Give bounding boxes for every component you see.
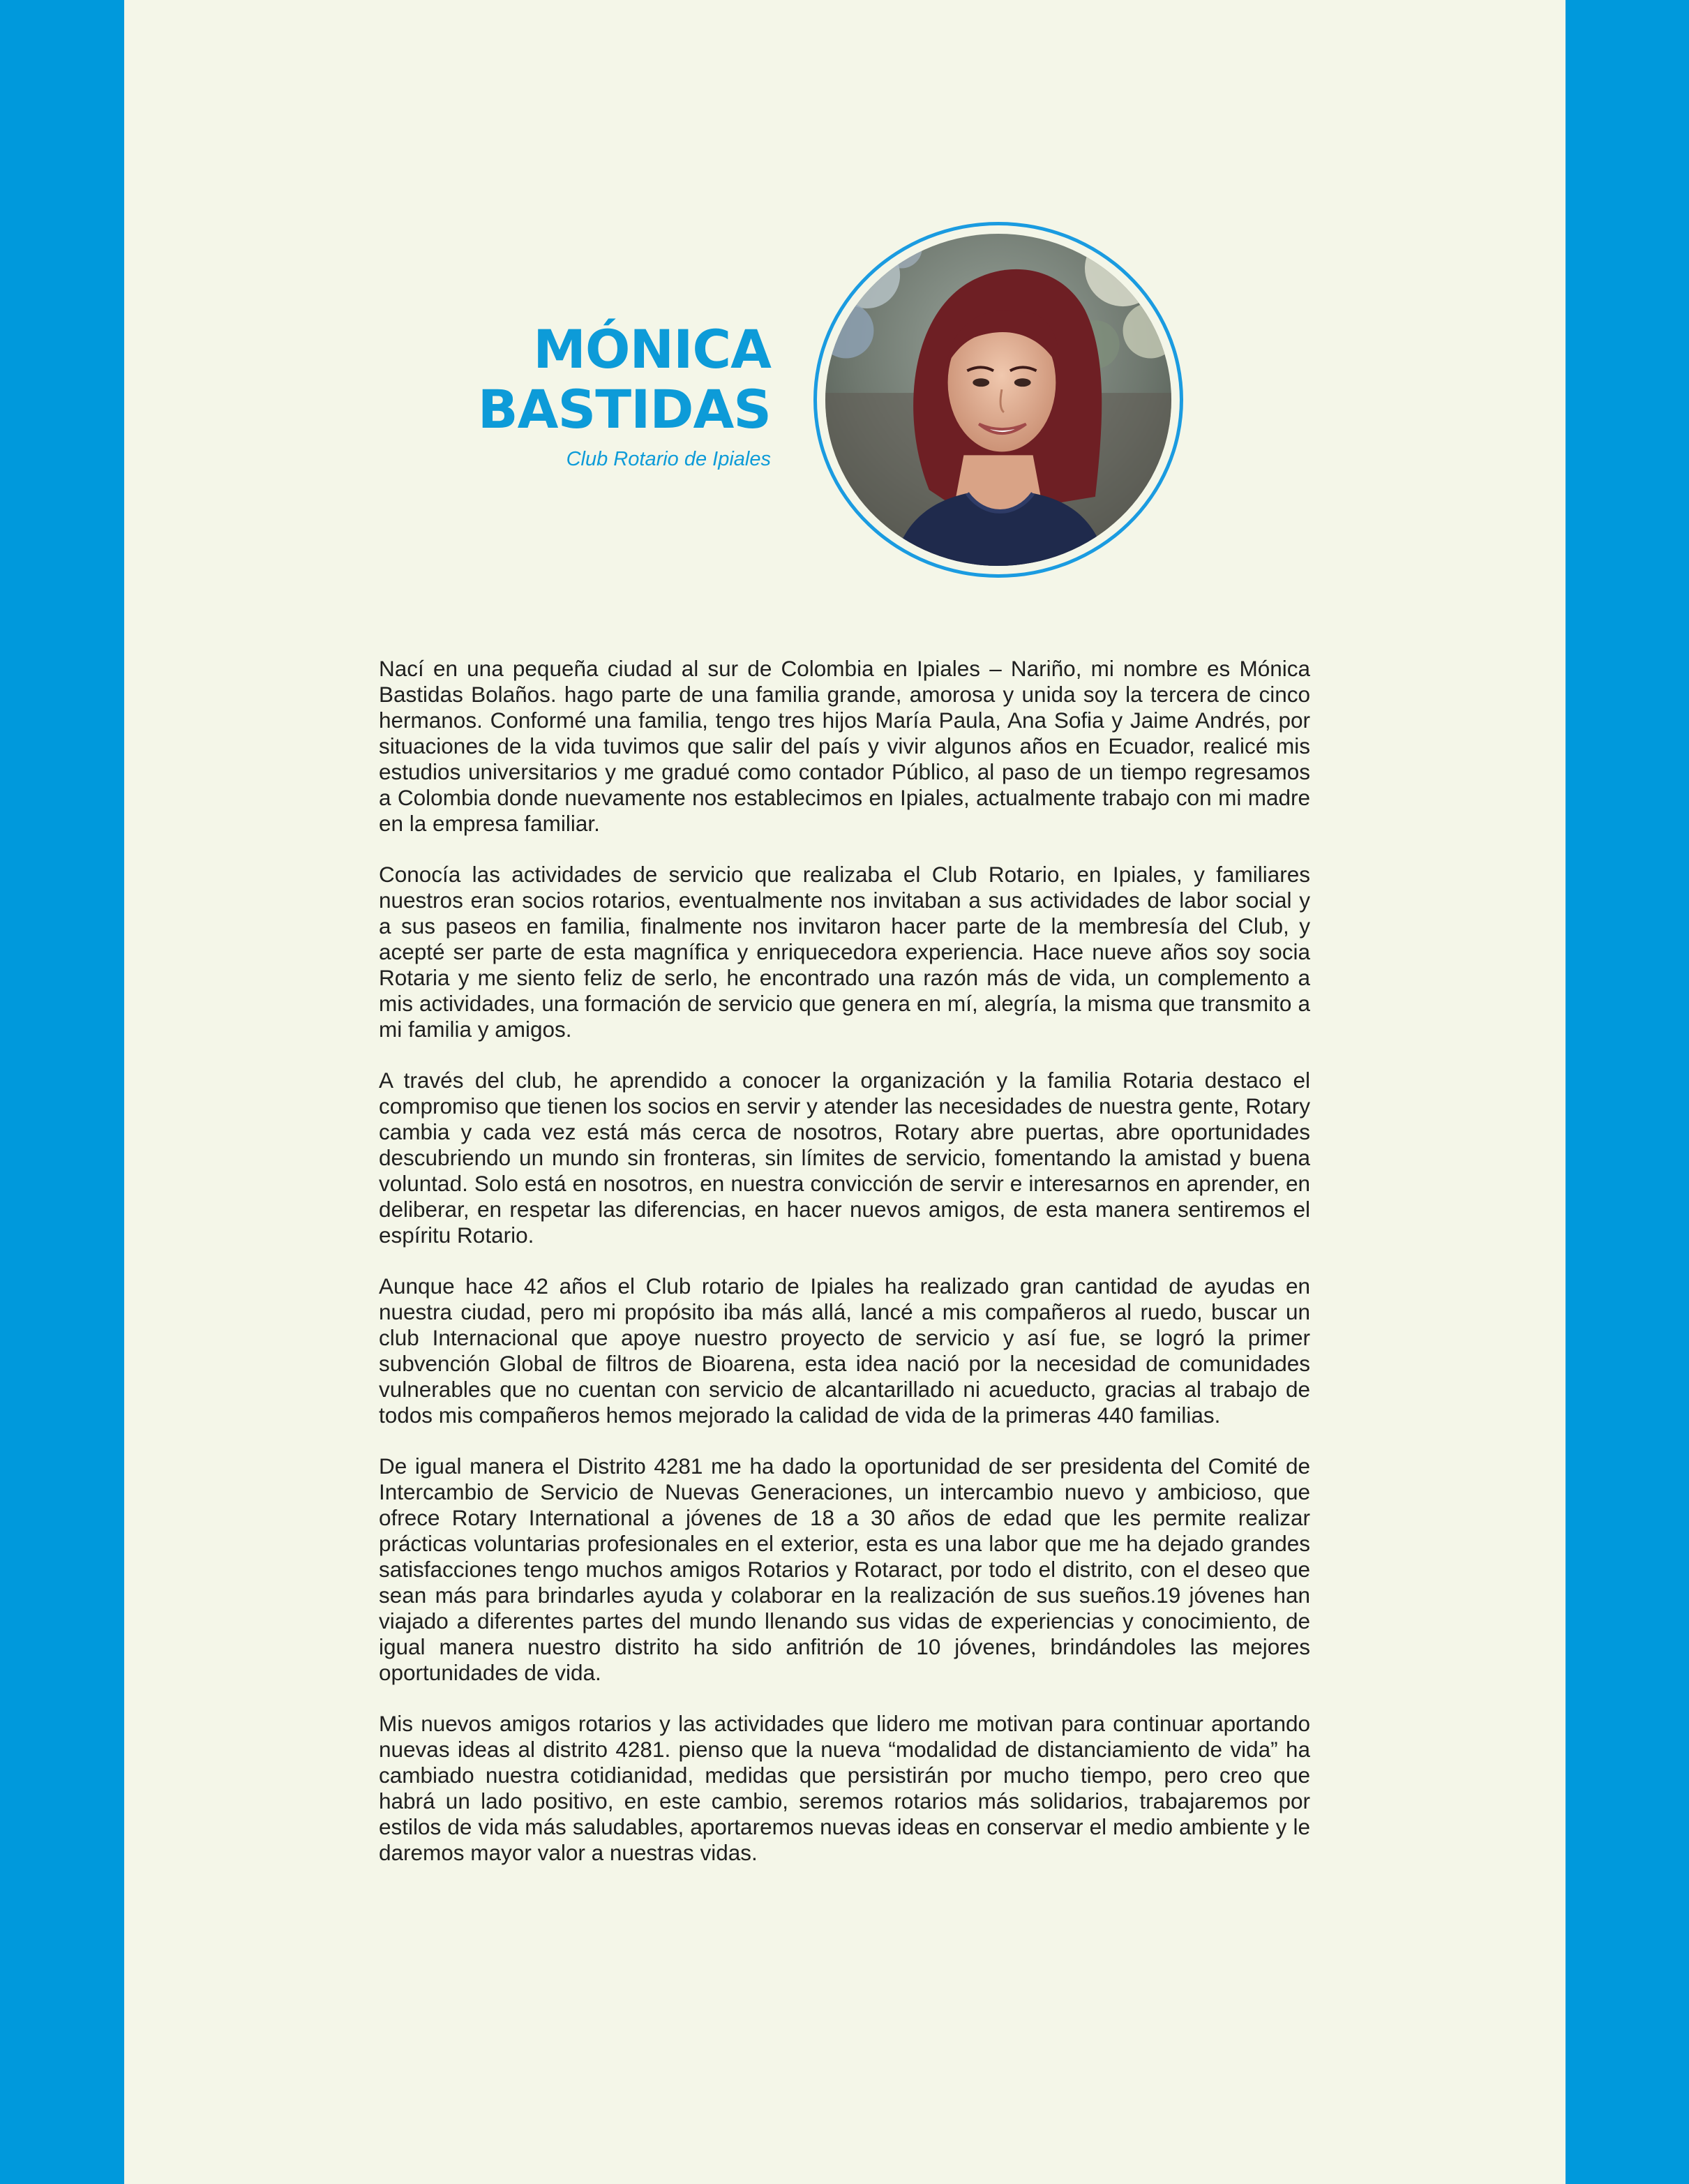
portrait-image [825,234,1171,566]
paragraph-6: Mis nuevos amigos rotarios y las actividades que lidero me motivan para continuar aportando nuevas ideas al distrito 4281. pienso que la nueva “modalidad de distanciamiento de vida” ha cambiado nuestra cotidianidad, medidas que persistirán por mucho tiempo, pero creo que habrá un lado positivo, en este cambio, seremos rotarios más solidarios, trabajaremos por estilos de vida más saludables, aportaremos nuevas ideas en conservar el medio ambiente y le daremos mayor valor a nuestras vidas. [379,1711,1310,1865]
article-body [379,656,1310,1891]
paragraph-5: De igual manera el Distrito 4281 me ha dado la oportunidad de ser presidenta del Comité de Intercambio de Servicio de Nuevas Generaciones, un intercambio nuevo y ambicioso, que ofrece Rotary International a jóvenes de 18 a 30 años de edad que les permite realizar prácticas voluntarias profesionales en el exterior, esta es una labor que me ha dejado grandes satisfacciones tengo muchos amigos Rotarios y Rotaract, por todo el distrito, con el deseo que sean más para brindarles ayuda y colaborar en la realización de sus sueños.19 jóvenes han viajado a diferentes partes del mundo llenando sus vidas de experiencias y conocimiento, de igual manera nuestro distrito ha sido anfitrión de 10 jóvenes, brindándoles las mejores oportunidades de vida. [379,1453,1310,1685]
left-accent-band [0,0,124,2184]
last-name: BASTIDAS [477,378,771,440]
club-name: Club Rotario de Ipiales [566,448,771,470]
first-name: MÓNICA [533,318,771,380]
profile-heading [478,320,771,472]
paragraph-1: Nací en una pequeña ciudad al sur de Colombia en Ipiales – Nariño, mi nombre es Mónica Bastidas Bolaños. hago parte de una familia grande, amorosa y unida soy la tercera de cinco hermanos. Conformé una familia, tengo tres hijos María Paula, Ana Sofia y Jaime Andrés, por situaciones de la vida tuvimos que salir del país y vivir algunos años en Ecuador, realicé mis estudios universitarios y me gradué como contador Público, al paso de un tiempo regresamos a Colombia donde nuevamente nos establecimos en Ipiales, actualmente trabajo con mi madre en la empresa familiar. [379,656,1310,836]
right-accent-band [1566,0,1689,2184]
paragraph-2: Conocía las actividades de servicio que realizaba el Club Rotario, en Ipiales, y familiares nuestros eran socios rotarios, eventualmente nos invitaban a sus actividades de labor social y a sus paseos en familia, finalmente nos invitaron hacer parte de la membresía del Club, y acepté ser parte de esta magnífica y enriquecedora experiencia. Hace nueve años soy socia Rotaria y me siento feliz de serlo, he encontrado una razón más de vida, un complemento a mis actividades, una formación de servicio que genera en mí, alegría, la misma que transmito a mi familia y amigos. [379,862,1310,1042]
paragraph-3: A través del club, he aprendido a conocer la organización y la familia Rotaria destaco el compromiso que tienen los socios en servir y atender las necesidades de nuestra gente, Rotary cambia y cada vez está más cerca de nosotros, Rotary abre puertas, abre oportunidades descubriendo un mundo sin fronteras, sin límites de servicio, fomentando la amistad y buena voluntad. Solo está en nosotros, en nuestra convicción de servir e interesarnos en aprender, en deliberar, en respetar las diferencias, en hacer nuevos amigos, de esta manera sentiremos el espíritu Rotario. [379,1068,1310,1248]
paragraph-4: Aunque hace 42 años el Club rotario de Ipiales ha realizado gran cantidad de ayudas en nuestra ciudad, pero mi propósito iba más allá, lancé a mis compañeros al ruedo, buscar un club Internacional que apoye nuestro proyecto de servicio y así fue, se logró la primer subvención Global de filtros de Bioarena, esta idea nació por la necesidad de comunidades vulnerables que no cuentan con servicio de alcantarillado ni acueducto, gracias al trabajo de todos mis compañeros hemos mejorado la calidad de vida de la primeras 440 familias. [379,1273,1310,1428]
portrait-photo [813,222,1183,578]
